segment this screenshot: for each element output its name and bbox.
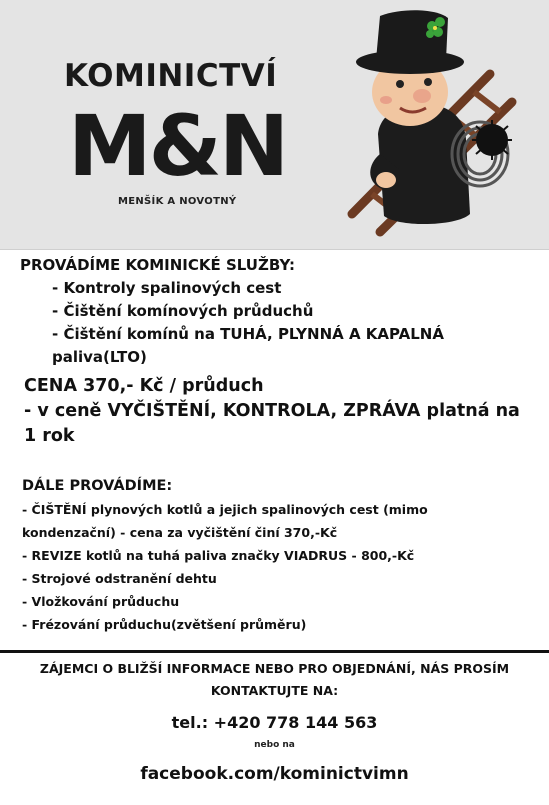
list-item: - REVIZE kotlů na tuhá paliva značky VIADRUS - 800,-Kč (22, 548, 415, 563)
list-item: - Strojové odstranění dehtu (22, 571, 217, 586)
price-includes-line: - v ceně VYČIŠTĚNÍ, KONTROLA, ZPRÁVA platná na 1 rok (24, 401, 520, 446)
price-section (24, 374, 534, 449)
list-item: - Kontroly spalinových cest (52, 277, 530, 300)
brand-logo-text: M&N (68, 97, 287, 195)
price-line: CENA 370,- Kč / průduch (24, 376, 264, 396)
services-section (20, 256, 530, 369)
more-services-list (22, 498, 532, 636)
brand-subtitle: MENŠÍK A NOVOTNÝ (118, 196, 237, 207)
contact-section (0, 658, 549, 784)
chimney-sweep-icon (340, 4, 540, 244)
contact-intro: KONTAKTUJTE NA: (210, 683, 339, 698)
header-banner (0, 0, 549, 250)
list-item: - Frézování průduchu(zvětšení průměru) (22, 617, 307, 632)
list-item: - ČIŠTĚNÍ plynových kotlů a jejich spalinových cest (mimo (22, 502, 428, 517)
divider (0, 650, 549, 653)
more-services-heading: DÁLE PROVÁDÍME: (22, 478, 173, 494)
list-item: kondenzační) - cena za vyčištění činí 370,-Kč (22, 525, 338, 540)
services-list (52, 277, 530, 369)
or-text: nebo na (254, 740, 295, 750)
phone-number: tel.: +420 778 144 563 (171, 713, 378, 732)
facebook-link: facebook.com/kominictvimn (140, 764, 409, 784)
list-item: - Čištění komínových průduchů (52, 300, 530, 323)
brand-name-small: KOMINICTVÍ (64, 58, 278, 94)
contact-intro: ZÁJEMCI O BLIŽŠÍ INFORMACE NEBO PRO OBJEDNÁNÍ, NÁS PROSÍM (39, 661, 510, 676)
more-services-section (22, 478, 532, 636)
list-item: - Čištění komínů na TUHÁ, PLYNNÁ A KAPALNÁ paliva(LTO) (52, 323, 530, 369)
services-heading: PROVÁDÍME KOMINICKÉ SLUŽBY: (20, 256, 296, 274)
list-item: - Vložkování průduchu (22, 594, 180, 609)
